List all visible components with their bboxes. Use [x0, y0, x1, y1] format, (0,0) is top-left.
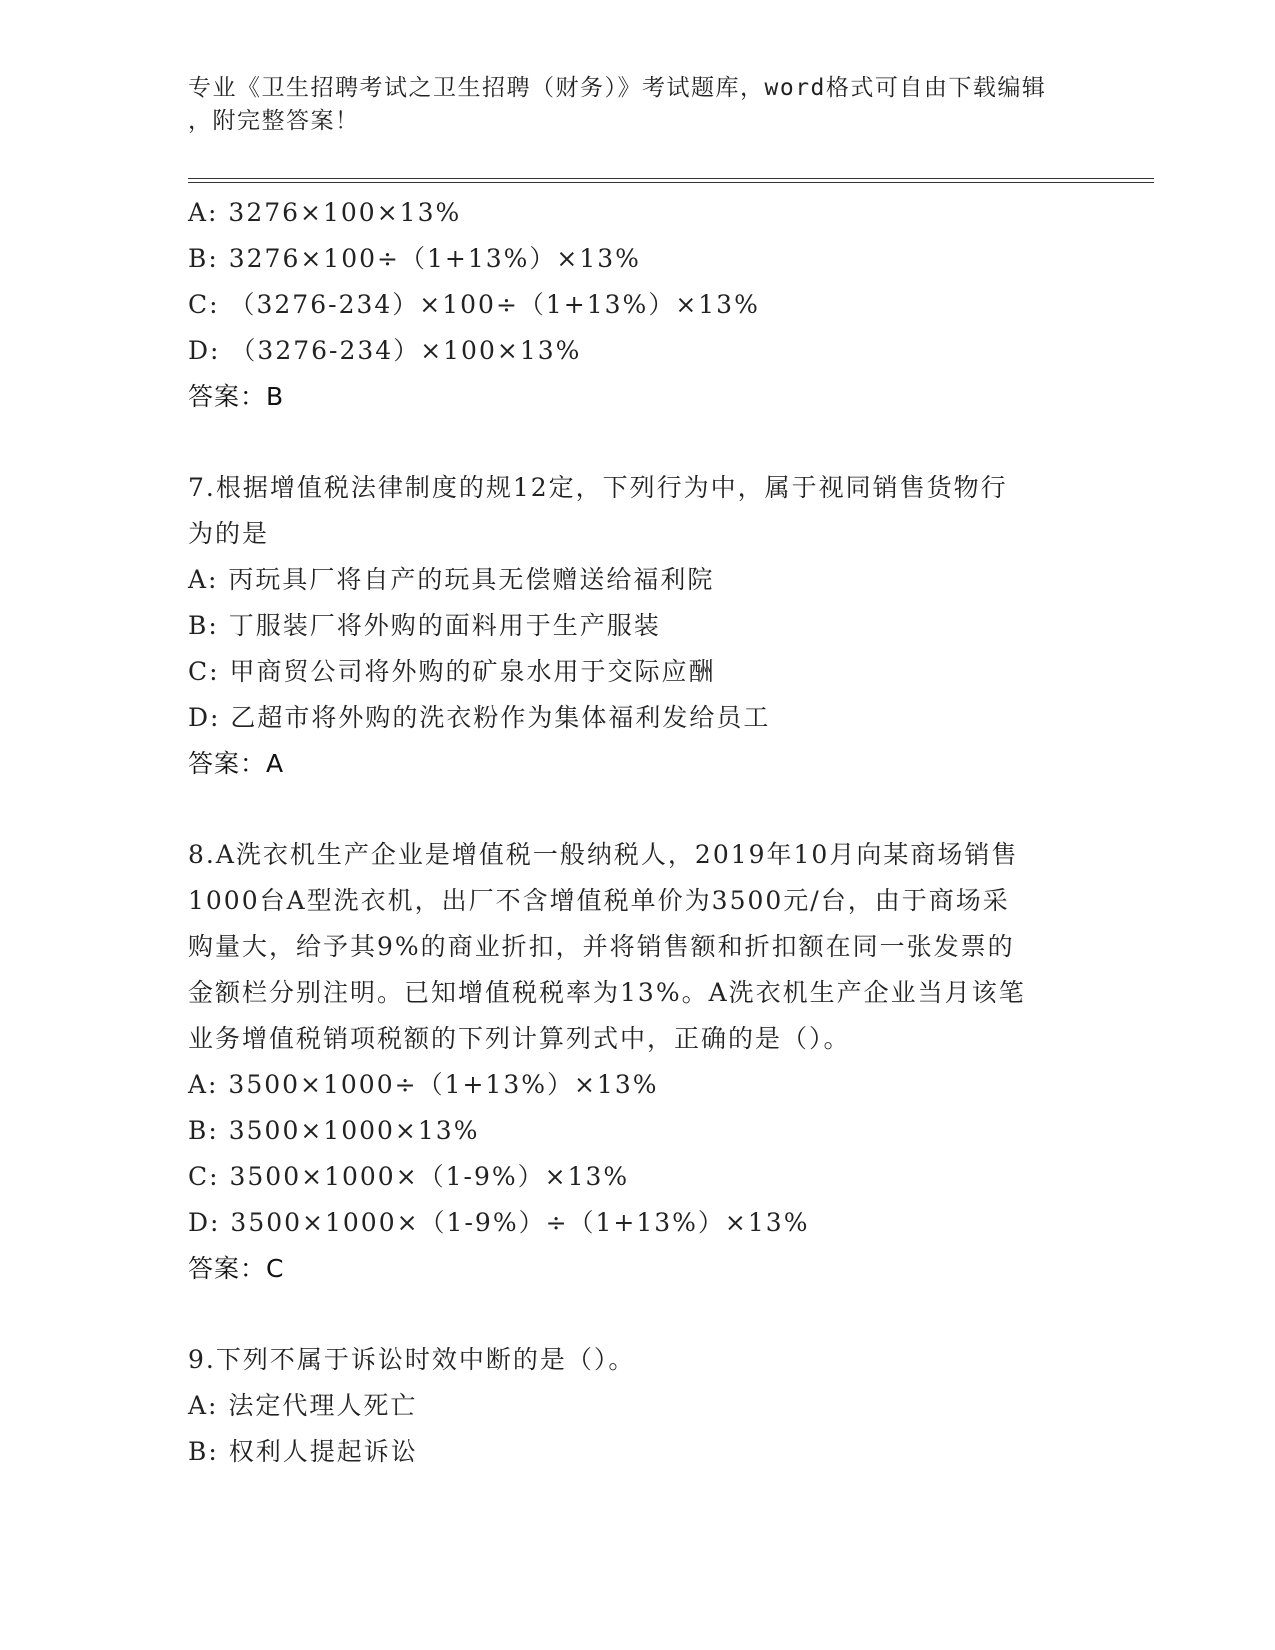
- option-b: B: 丁服装厂将外购的面料用于生产服装: [188, 611, 661, 640]
- question-list: [188, 190, 1088, 1475]
- question-6: [188, 190, 1088, 420]
- question-9: [188, 1337, 1088, 1475]
- spacer: [188, 420, 1088, 465]
- spacer: [188, 787, 1088, 832]
- option-a: A: 法定代理人死亡: [188, 1391, 418, 1420]
- header-divider: [188, 178, 1154, 183]
- option-a: A: 丙玩具厂将自产的玩具无偿赠送给福利院: [188, 565, 715, 594]
- question-stem: 为的是: [188, 519, 270, 548]
- answer-label: 答案：C: [188, 1254, 285, 1283]
- option-b: B: 3500×1000×13%: [188, 1116, 480, 1145]
- option-c: C: 甲商贸公司将外购的矿泉水用于交际应酬: [188, 657, 716, 686]
- question-stem: 业务增值税销项税额的下列计算列式中，正确的是（）。: [188, 1024, 851, 1053]
- header-line-2: ，附完整答案！: [188, 108, 360, 134]
- question-stem: 购量大，给予其9%的商业折扣，并将销售额和折扣额在同一张发票的: [188, 932, 1015, 961]
- question-stem: 1000台A型洗衣机，出厂不含增值税单价为3500元/台，由于商场采: [188, 886, 1010, 915]
- spacer: [188, 1292, 1088, 1337]
- question-stem: 金额栏分别注明。已知增值税税率为13%。A洗衣机生产企业当月该笔: [188, 978, 1026, 1007]
- question-7: [188, 465, 1088, 787]
- option-b: B: 3276×100÷（1+13%）×13%: [188, 244, 641, 273]
- option-d: D: （3276-234）×100×13%: [188, 336, 582, 365]
- answer-label: 答案：B: [188, 382, 285, 411]
- question-stem: 8.A洗衣机生产企业是增值税一般纳税人，2019年10月向某商场销售: [188, 840, 1019, 869]
- option-b: B: 权利人提起诉讼: [188, 1437, 418, 1466]
- option-c: C: （3276-234）×100÷（1+13%）×13%: [188, 290, 760, 319]
- option-d: D: 3500×1000×（1-9%）÷（1+13%）×13%: [188, 1208, 810, 1237]
- question-stem: 7.根据增值税法律制度的规12定，下列行为中，属于视同销售货物行: [188, 473, 1008, 502]
- question-8: [188, 832, 1088, 1292]
- page-header: [188, 72, 1088, 138]
- option-a: A: 3276×100×13%: [188, 198, 462, 227]
- option-d: D: 乙超市将外购的洗衣粉作为集体福利发给员工: [188, 703, 771, 732]
- header-line-1: 专业《卫生招聘考试之卫生招聘（财务）》考试题库，word格式可自由下载编辑: [188, 75, 1047, 101]
- option-c: C: 3500×1000×（1-9%）×13%: [188, 1162, 630, 1191]
- question-stem: 9.下列不属于诉讼时效中断的是（）。: [188, 1345, 636, 1374]
- option-a: A: 3500×1000÷（1+13%）×13%: [188, 1070, 659, 1099]
- answer-label: 答案：A: [188, 749, 285, 778]
